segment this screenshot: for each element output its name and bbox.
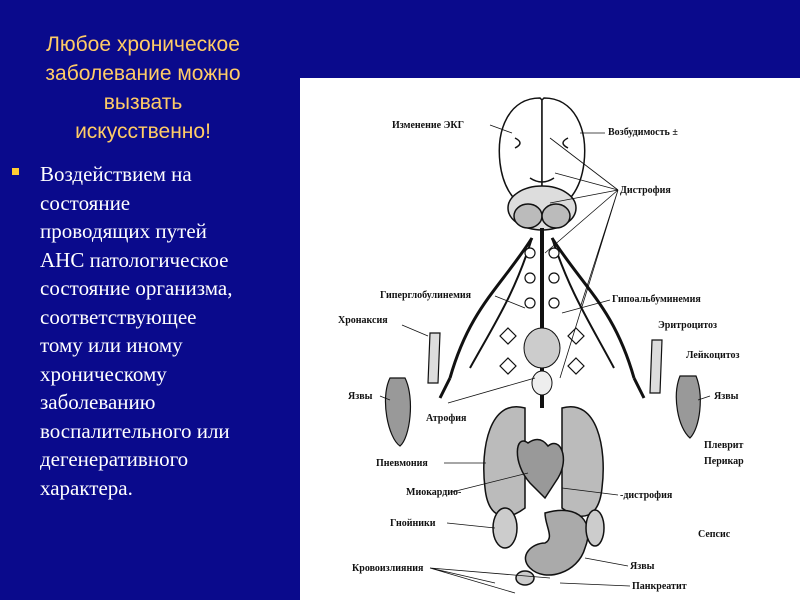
label-pericarditis: Перикар — [704, 456, 744, 467]
bullet-line: соответствующее — [40, 304, 197, 329]
title-line: Любое хроническое — [46, 33, 240, 56]
anatomy-figure — [300, 78, 800, 600]
label-ulcers-bottom: Язвы — [630, 561, 655, 572]
bullet-square-icon — [12, 168, 19, 175]
title-line: вызвать — [103, 91, 183, 114]
label-abscess: Гнойники — [390, 518, 436, 529]
bullet-line: АНС патологическое — [40, 247, 229, 272]
slide-title — [8, 30, 278, 146]
bullet-line: дегенеративного — [40, 447, 189, 471]
label-pleuritis: Плеврит — [704, 440, 744, 451]
label-dystrophy: Дистрофия — [620, 185, 671, 196]
brain-drawing — [499, 98, 584, 230]
bullet-line: воспалительного или — [40, 418, 230, 443]
label-erythrocytosis: Эритроцитоз — [658, 320, 718, 331]
bullet-line: состояние организма, — [40, 276, 233, 300]
bullet-line: проводящих путей — [40, 219, 207, 243]
bullet-line: заболеванию — [40, 390, 156, 414]
label-ekg: Изменение ЭКГ — [392, 120, 464, 131]
stomach-drawing — [493, 508, 604, 585]
label-leukocytosis: Лейкоцитоз — [686, 350, 740, 361]
label-ulcers-right: Язвы — [714, 391, 739, 402]
label-chronaxy: Хронаксия — [338, 315, 388, 326]
label-atrophy: Атрофия — [426, 413, 467, 424]
label-dystrophy-2: -дистрофия — [620, 490, 673, 501]
label-hypoalbuminemia: Гипоальбуминемия — [612, 294, 701, 305]
label-sepsis: Сепсис — [698, 529, 731, 540]
label-ulcers-left: Язвы — [348, 391, 373, 402]
label-hyperglobulinemia: Гиперглобулинемия — [380, 290, 472, 301]
title-line: заболевание можно — [45, 62, 241, 85]
label-excitability: Возбудимость ± — [608, 127, 678, 138]
label-pancreatitis: Панкреатит — [632, 581, 687, 592]
bullet-line: хроническому — [40, 361, 167, 386]
bullet-line: Воздействием на — [40, 162, 192, 186]
bullet-text — [40, 160, 300, 502]
bullet-line: тому или иному — [40, 333, 183, 357]
label-pneumonia: Пневмония — [376, 458, 428, 469]
thyroid-drawing — [524, 328, 560, 395]
anatomy-diagram — [300, 78, 800, 600]
left-limb-drawing — [385, 333, 440, 446]
title-line: искусственно! — [75, 120, 211, 143]
bullet-line: состояние — [40, 190, 131, 215]
bullet-line: характера. — [40, 475, 133, 500]
label-hemorrhage: Кровоизлияния — [352, 563, 424, 574]
label-myocardio: Миокардио- — [406, 487, 462, 498]
